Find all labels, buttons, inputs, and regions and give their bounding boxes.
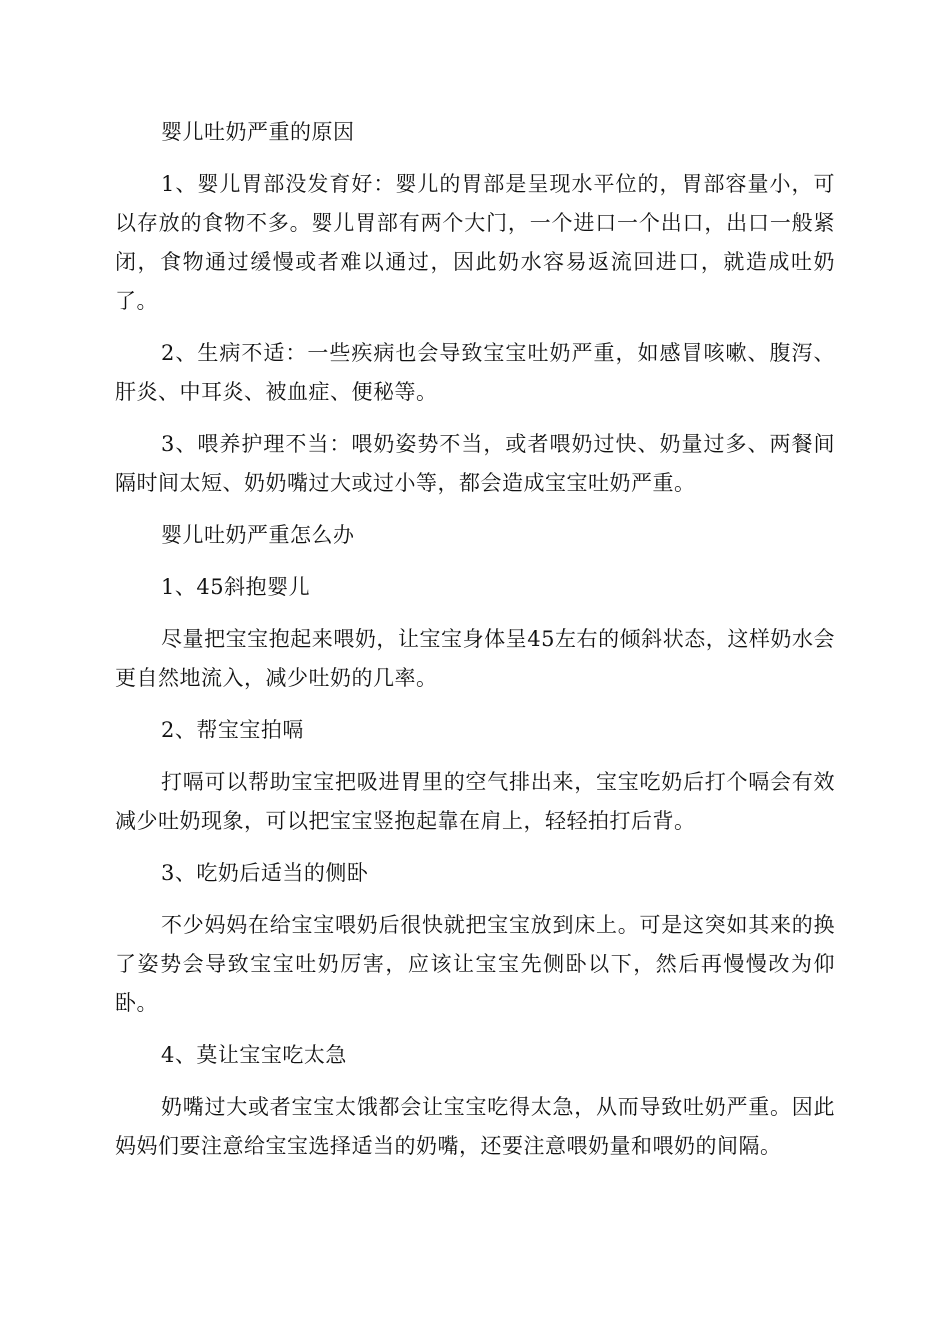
solution-body-4: 奶嘴过大或者宝宝太饿都会让宝宝吃得太急，从而导致吐奶严重。因此妈妈们要注意给宝宝选择适当的奶嘴，还要注意喂奶量和喂奶的间隔。 [115, 1095, 835, 1158]
section-heading-causes: 婴儿吐奶严重的原因 [161, 120, 355, 144]
section-heading-solutions: 婴儿吐奶严重怎么办 [161, 523, 355, 547]
solution-heading-1: 1、45斜抱婴儿 [161, 575, 311, 599]
paragraph-cause-1: 1、婴儿胃部没发育好：婴儿的胃部是呈现水平位的，胃部容量小，可以存放的食物不多。婴儿胃部有两个大门，一个进口一个出口，出口一般紧闭，食物通过缓慢或者难以通过，因此奶水容易返流回进口，就造成吐奶了。 [115, 172, 835, 313]
solution-body-2: 打嗝可以帮助宝宝把吸进胃里的空气排出来，宝宝吃奶后打个嗝会有效减少吐奶现象，可以把宝宝竖抱起靠在肩上，轻轻拍打后背。 [115, 770, 835, 833]
solution-heading-4: 4、莫让宝宝吃太急 [161, 1043, 347, 1067]
paragraph-cause-2: 2、生病不适：一些疾病也会导致宝宝吐奶严重，如感冒咳嗽、腹泻、肝炎、中耳炎、被血症、便秘等。 [115, 341, 835, 404]
solution-body-3: 不少妈妈在给宝宝喂奶后很快就把宝宝放到床上。可是这突如其来的换了姿势会导致宝宝吐奶厉害，应该让宝宝先侧卧以下，然后再慢慢改为仰卧。 [115, 913, 835, 1015]
solution-heading-2: 2、帮宝宝拍嗝 [161, 718, 304, 742]
document-body [115, 113, 835, 1179]
solution-heading-3: 3、吃奶后适当的侧卧 [161, 861, 369, 885]
paragraph-cause-3: 3、喂养护理不当：喂奶姿势不当，或者喂奶过快、奶量过多、两餐间隔时间太短、奶奶嘴过大或过小等，都会造成宝宝吐奶严重。 [115, 432, 835, 495]
solution-body-1: 尽量把宝宝抱起来喂奶，让宝宝身体呈45左右的倾斜状态，这样奶水会更自然地流入，减少吐奶的几率。 [115, 627, 835, 690]
